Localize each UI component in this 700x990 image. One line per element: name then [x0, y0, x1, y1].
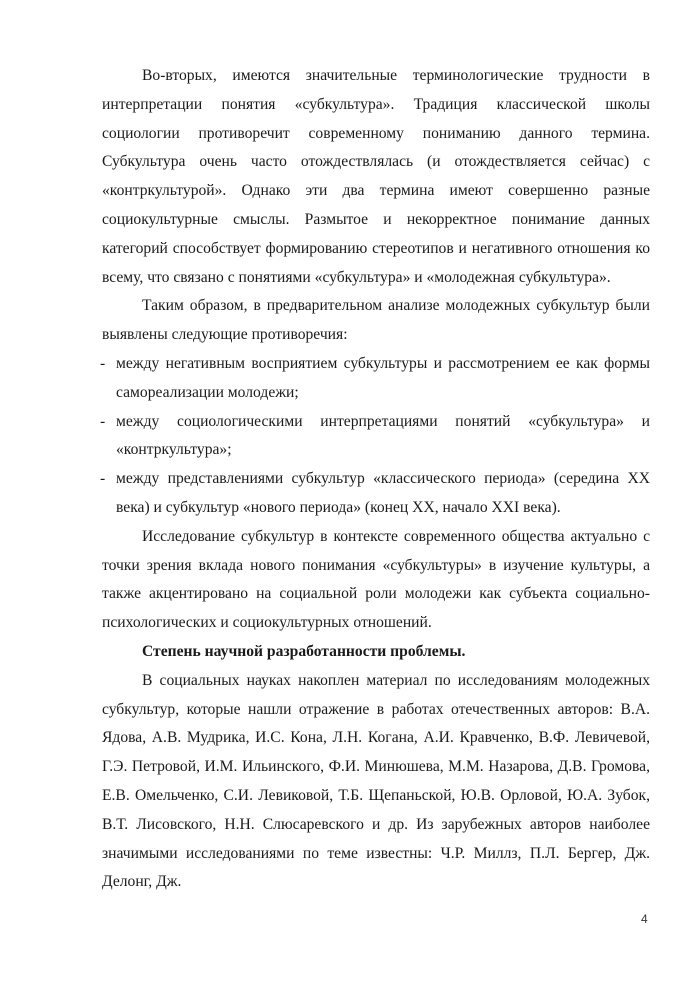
- list-item-text: между представлениями субкультур «классического периода» (середина XX века) и субкультур «нового периода» (конец XX, начало XXI века).: [116, 470, 650, 516]
- paragraph-research-relevance: Исследование субкультур в контексте современного общества актуально с точки зрения вклада нового понимания «субкультуры» в изучение культуры, а также акцентировано на социальной роли молодежи как субъекта социально-психологических и социокультурных отношений.: [102, 527, 650, 632]
- page-number: 4: [641, 912, 648, 926]
- list-marker: -: [100, 470, 106, 488]
- list-item-text: между негативным восприятием субкультуры и рассмотрением ее как формы самореализации молодежи;: [116, 354, 650, 401]
- list-item: [102, 465, 650, 523]
- paragraph-contradictions-intro: Таким образом, в предварительном анализе молодежных субкультур были выявлены следующие противоречия:: [102, 297, 650, 344]
- paragraph-terminology: Во-вторых, имеются значительные терминологические трудности в интерпретации понятия «субкультура». Традиция классической школы социологии противоречит современному пониманию данного термина. Субкультура очень часто отождествлялась (и отождествляется сейчас) с «контркультурой». Однако эти два термина имеют совершенно разные социокультурные смыслы. Размытое и некорректное понимание данных категорий способствует формированию стереотипов и негативного отношения ко всему, что связано с понятиями «субкультура» и «молодежная субкультура».: [102, 67, 650, 286]
- list-item: [102, 408, 650, 466]
- body-text: [102, 62, 650, 897]
- list-marker: -: [100, 354, 106, 372]
- list-marker: -: [100, 412, 106, 430]
- section-heading: Степень научной разработанности проблемы.: [142, 642, 466, 660]
- contradictions-list: [102, 350, 650, 523]
- paragraph-literature-review: В социальных науках накоплен материал по исследованиям молодежных субкультур, которые нашли отражение в работах отечественных авторов: В.А. Ядова, А.В. Мудрика, И.С. Кона, Л.Н. Когана, А.И. Кравченко, В.Ф. Левичевой, Г.Э. Петровой, И.М. Ильинского, Ф.И. Минюшева, М.М. Назарова, Д.В. Громова, Е.В. Омельченко, С.И. Левиковой, Т.Б. Щепаньской, Ю.В. Орловой, Ю.А. Зубок, В.Т. Лисовского, Н.Н. Слюсаревского и др. Из зарубежных авторов наиболее значимыми исследованиями по теме известны: Ч.Р. Миллз, П.Л. Бергер, Дж. Делонг, Дж.: [102, 671, 650, 891]
- list-item-text: между социологическими интерпретациями понятий «субкультура» и «контркультура»;: [116, 412, 650, 459]
- list-item: [102, 350, 650, 408]
